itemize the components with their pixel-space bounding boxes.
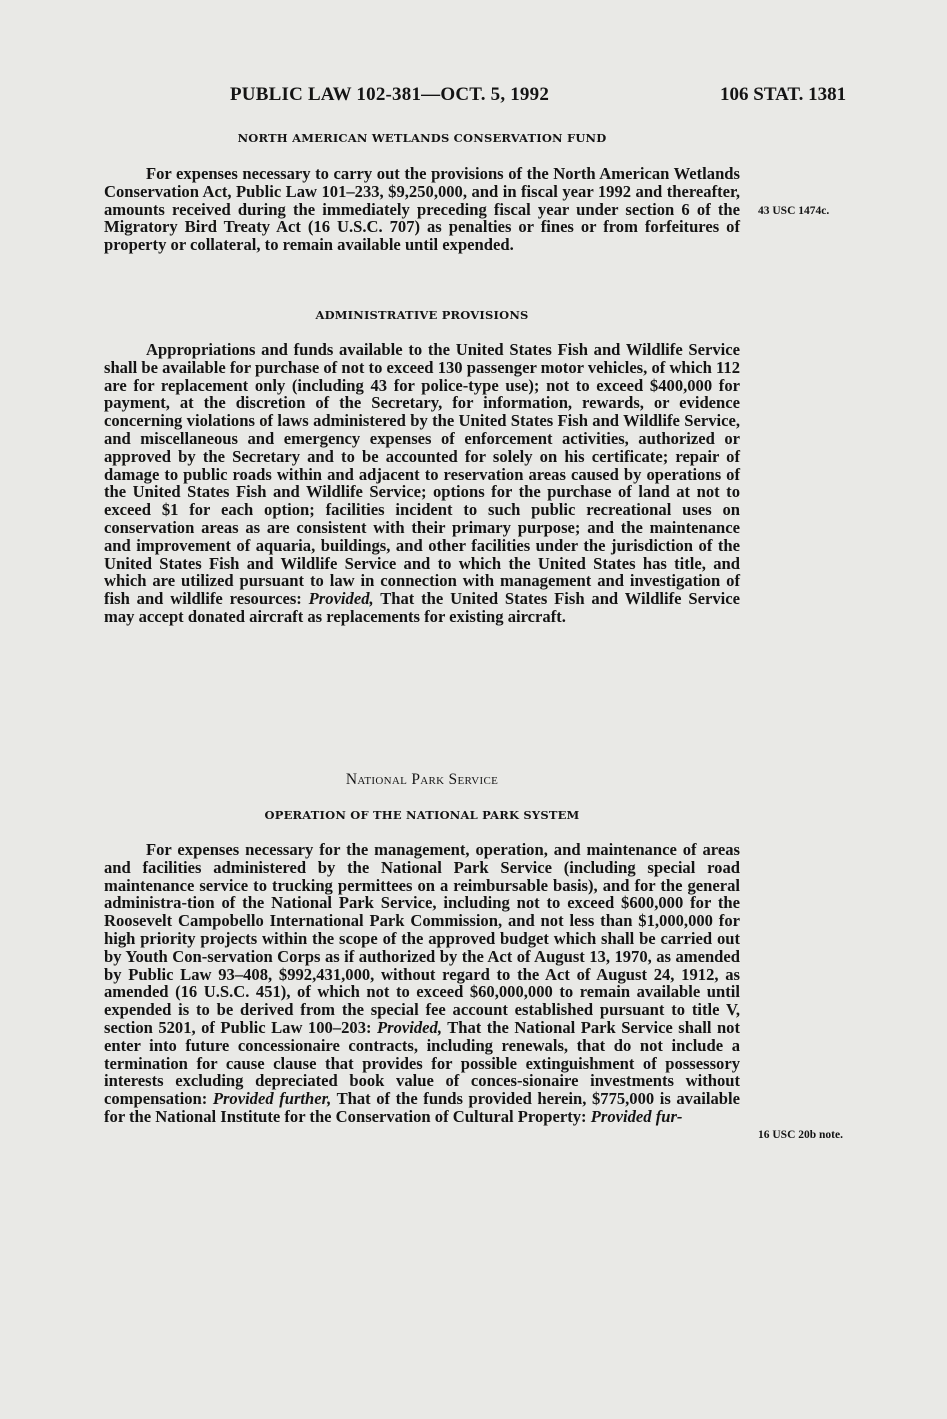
provided-proviso: Provided,	[308, 589, 374, 609]
nps-paragraph-block	[104, 841, 740, 1126]
nps-text-2: That the National Park Service shall not enter into future concessionaire contracts, including renewals, that do not include a termination for cause clause that provides for possible extinguishment of possessory interests excluding depreciated book value of conces-sionaire investments without compensation:	[104, 1017, 741, 1109]
fund-paragraph-block	[104, 165, 740, 254]
nps-heading: OPERATION OF THE NATIONAL PARK SYSTEM	[264, 808, 580, 822]
admin-paragraph	[104, 341, 740, 626]
admin-paragraph-block	[104, 341, 740, 626]
provided-further-proviso: Provided further,	[212, 1089, 332, 1109]
nps-text-3: That of the funds provided herein, $775,000 is available for the National Institute for the Conservation of Cultural Property:	[104, 1089, 740, 1126]
admin-heading: ADMINISTRATIVE PROVISIONS	[315, 308, 529, 322]
admin-text: Appropriations and funds available to the United States Fish and Wildlife Service shall be available for purchase of not to exceed 130 passenger motor vehicles, of which 112 are for replacement only (including 43 for police-type use); not to exceed $400,000 for payment, at the discretion of the Secretary, for information, rewards, or evidence concerning violations of laws administered by the United States Fish and Wildlife Service, and miscellaneous and emergency expenses of enforcement activities, authorized or approved by the Secretary and to be accounted for solely on his certificate; repair of damage to public roads within and adjacent to reservation areas caused by operations of the United States Fish and Wildlife Service; options for the purchase of land at not to exceed $1 for each option; facilities incident to such public recreational uses on conservation areas as are consistent with their primary purpose; and the maintenance and improvement of aquaria, buildings, and other facilities under the jurisdiction of the United States Fish and Wildlife Service and to which the United States has title, and which are utilized pursuant to law in connection with management and investigation of fish and wildlife resources:	[104, 340, 740, 609]
nps-paragraph	[104, 841, 740, 1126]
fund-paragraph: For expenses necessary to carry out the provisions of the North American Wetlands Conservation Act, Public Law 101–233, $9,250,000, and in fiscal year 1992 and thereafter, amounts received during the immediately preceding fiscal year under section 6 of the Migratory Bird Treaty Act (16 U.S.C. 707) as penalties or fines or from forfeitures of property or collateral, to remain available until expended.	[104, 164, 740, 255]
section-title: National Park Service	[345, 771, 499, 788]
fund-heading: NORTH AMERICAN WETLANDS CONSERVATION FUND	[237, 131, 607, 145]
nps-text-1: For expenses necessary for the management, operation, and maintenance of areas and facilities administered by the National Park Service (including special road maintenance service to trucking permittees on a reimbursable basis), and for the general administra-tion of the National Park Service, including not to exceed $600,000 for the Roosevelt Campobello International Park Commission, and not less than $1,000,000 for high priority projects within the scope of the approved budget which shall be carried out by Youth Con-servation Corps as if authorized by the Act of August 13, 1970, as amended by Public Law 93–408, $992,431,000, without regard to the Act of August 24, 1912, as amended (16 U.S.C. 451), of which not to exceed $60,000,000 to remain available until expended is to be derived from the special fee account established pursuant to title V, section 5201, of Public Law 100–203:	[104, 840, 740, 1037]
provided-proviso: Provided,	[377, 1017, 442, 1037]
admin-text-end: That the United States Fish and Wildlife Service may accept donated aircraft as replacements for existing aircraft.	[104, 589, 740, 626]
provided-further-proviso: Provided fur-	[590, 1106, 683, 1126]
margin-citation: 16 USC 20b note.	[758, 1129, 843, 1141]
page-number: 106 STAT. 1381	[720, 84, 847, 105]
running-header: PUBLIC LAW 102-381—OCT. 5, 1992	[230, 84, 550, 105]
margin-citation: 43 USC 1474c.	[758, 205, 830, 217]
